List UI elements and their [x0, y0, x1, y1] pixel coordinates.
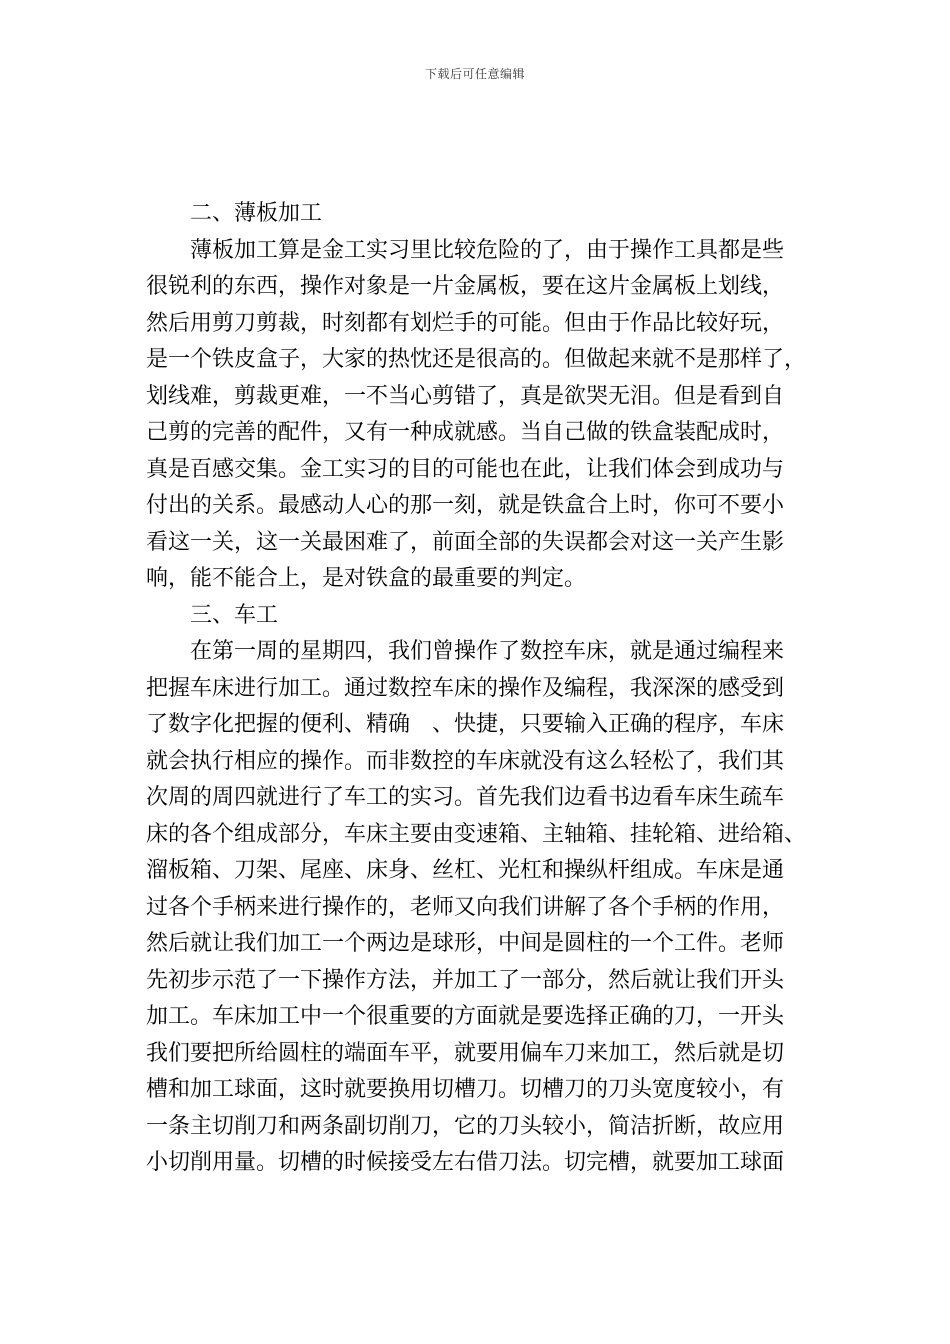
page-header: 下载后可任意编辑: [424, 67, 525, 81]
text-line: 很锐利的东西，操作对象是一片金属板，要在这片金属板上划线，: [146, 274, 785, 299]
text-line: 看这一关，这一关最困难了，前面全部的失误都会对这一关产生影: [146, 529, 785, 555]
text-line: 就会执行相应的操作。而非数控的车床就没有这么轻松了，我们其: [146, 748, 785, 774]
text-line: 把握车床进行加工。通过数控车床的操作及编程，我深深的感受到: [146, 675, 785, 701]
text-line: 付出的关系。最感动人心的那一刻，就是铁盒合上时，你可不要小: [146, 493, 785, 518]
text-line: 加工。车床加工中一个很重要的方面就是要选择正确的刀，一开头: [146, 1004, 785, 1029]
text-line: 己剪的完善的配件，又有一种成就感。当自己做的铁盒装配成时，: [146, 420, 785, 445]
text-line: 三、车工: [190, 602, 279, 628]
text-line: 床的各个组成部分，车床主要由变速箱、主轴箱、挂轮箱、进给箱、: [146, 821, 807, 847]
text-line: 二、薄板加工: [190, 201, 323, 226]
text-line: 在第一周的星期四，我们曾操作了数控车床，就是通过编程来: [190, 639, 785, 664]
text-line: 响，能不能合上，是对铁盒的最重要的判定。: [146, 566, 587, 591]
text-line: 溜板箱、刀架、尾座、床身、丝杠、光杠和操纵杆组成。车床是通: [146, 858, 785, 883]
text-line: 槽和加工球面，这时就要换用切槽刀。切槽刀的刀头宽度较小，有: [146, 1077, 785, 1102]
text-line: 划线难，剪裁更难，一不当心剪错了，真是欲哭无泪。但是看到自: [146, 383, 785, 409]
text-line: 次周的周四就进行了车工的实习。首先我们边看书边看车床生疏车: [146, 785, 785, 810]
text-line: 然后就让我们加工一个两边是球形，中间是圆柱的一个工件。老师: [146, 931, 785, 956]
text-line: 然后用剪刀剪裁，时刻都有划烂手的可能。但由于作品比较好玩，: [146, 310, 785, 336]
text-line: 一条主切削刀和两条副切削刀，它的刀头较小，简洁折断，故应用: [146, 1113, 785, 1139]
text-line: 真是百感交集。金工实习的目的可能也在此，让我们体会到成功与: [146, 456, 785, 482]
document-body: [146, 196, 806, 1182]
text-line: 我们要把所给圆柱的端面车平，就要用偏车刀来加工，然后就是切: [146, 1040, 785, 1066]
text-line: 了数字化把握的便利、精确 、快捷，只要输入正确的程序，车床: [146, 712, 785, 737]
text-line: 小切削用量。切槽的时候接受左右借刀法。切完槽，就要加工球面: [146, 1150, 785, 1175]
text-line: 是一个铁皮盒子，大家的热忱还是很高的。但做起来就不是那样了，: [146, 347, 807, 372]
text-line: 薄板加工算是金工实习里比较危险的了，由于操作工具都是些: [190, 237, 785, 263]
text-line: 过各个手柄来进行操作的，老师又向我们讲解了各个手柄的作用，: [146, 894, 785, 920]
text-line: 先初步示范了一下操作方法，并加工了一部分，然后就让我们开头: [146, 967, 785, 993]
